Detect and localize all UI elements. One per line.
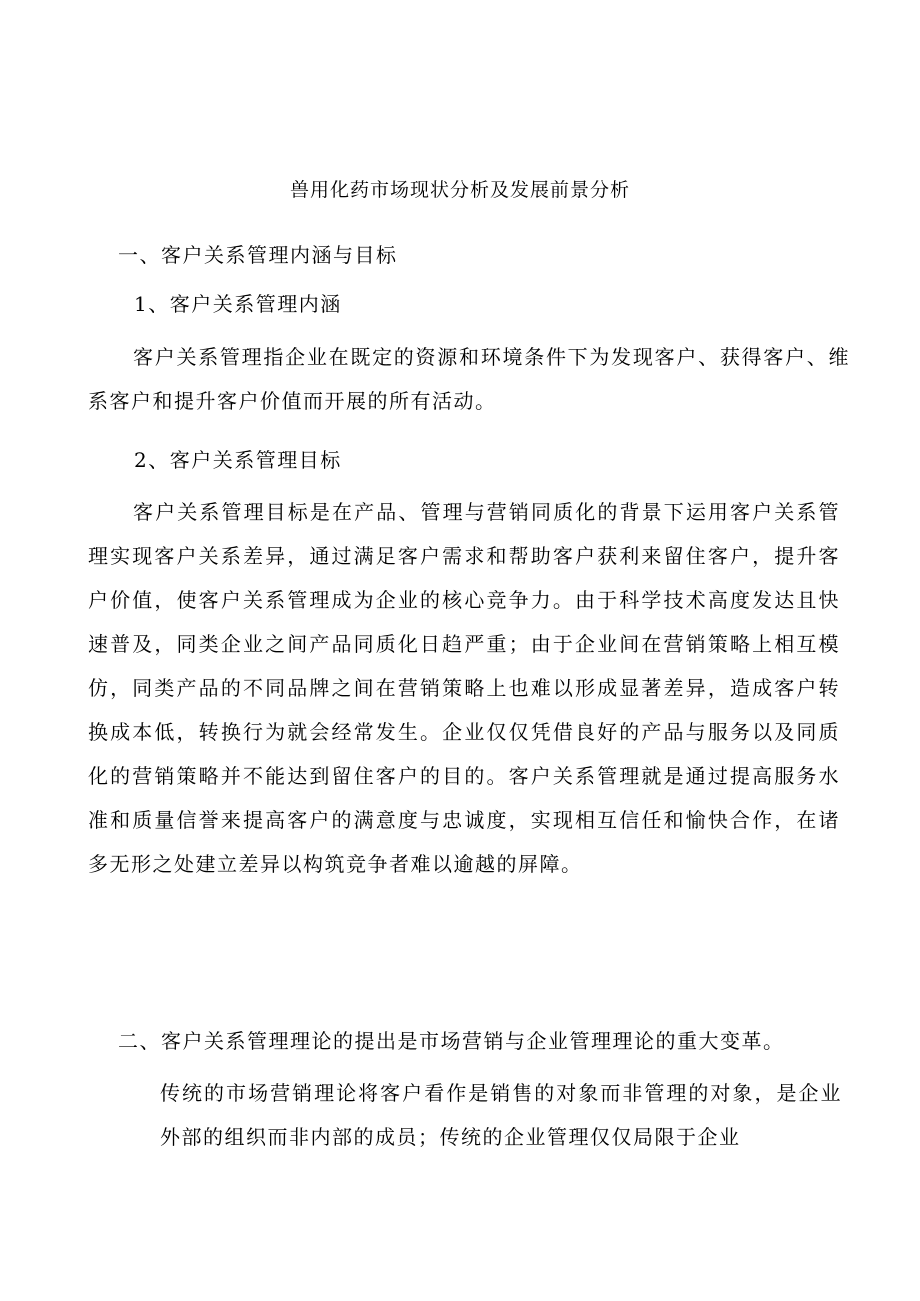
section-1-heading: 一、客户关系管理内涵与目标	[118, 243, 398, 267]
subsection-1-1-paragraph: 客户关系管理指企业在既定的资源和环境条件下为发现客户、获得客户、维系客户和提升客户价值而开展的所有活动。	[88, 345, 850, 413]
subsection-1-2-paragraph: 客户关系管理目标是在产品、管理与营销同质化的背景下运用客户关系管理实现客户关系差异，通过满足客户需求和帮助客户获利来留住客户，提升客户价值，使客户关系管理成为企业的核心竞争力。由于科学技术高度发达且快速普及，同类企业之间产品同质化日趋严重；由于企业间在营销策略上相互模仿，同类产品的不同品牌之间在营销策略上也难以形成显著差异，造成客户转换成本低，转换行为就会经常发生。企业仅仅凭借良好的产品与服务以及同质化的营销策略并不能达到留住客户的目的。客户关系管理就是通过提高服务水准和质量信誉来提高客户的满意度与忠诚度，实现相互信任和愉快合作，在诸多无形之处建立差异以构筑竞争者难以逾越的屏障。	[88, 500, 840, 876]
section-2-paragraph: 传统的市场营销理论将客户看作是销售的对象而非管理的对象，是企业外部的组织而非内部的成员；传统的企业管理仅仅局限于企业	[160, 1081, 842, 1149]
document-title: 兽用化药市场现状分析及发展前景分析	[289, 179, 630, 201]
section-2-heading: 二、客户关系管理理论的提出是市场营销与企业管理理论的重大变革。	[118, 1029, 785, 1053]
subsection-1-2-heading: 2、客户关系管理目标	[134, 448, 342, 472]
subsection-1-1-heading: 1、客户关系管理内涵	[134, 292, 342, 316]
